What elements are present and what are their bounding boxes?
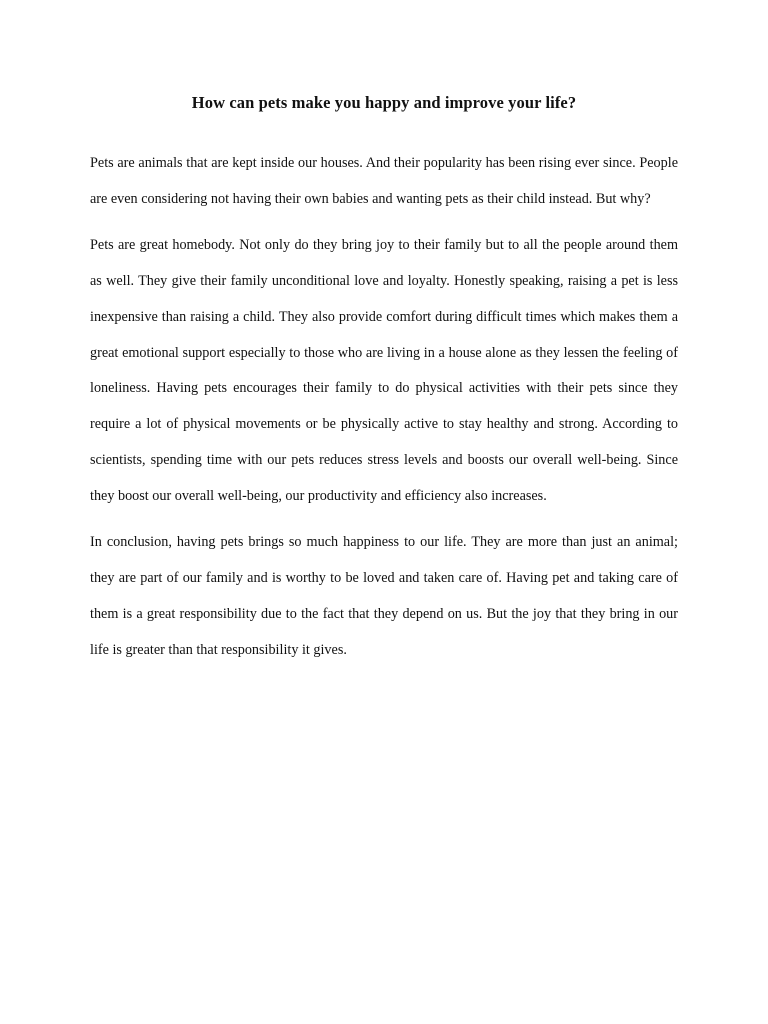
document-title: How can pets make you happy and improve your life? <box>191 93 577 112</box>
paragraph-body: Pets are great homebody. Not only do they bring joy to their family but to all the people around them as well. They give their family unconditional love and loyalty. Honestly speaking, raising a pet is less inexpensive than raising a child. They also provide comfort during difficult times which makes them a great emotional support especially to those who are living in a house alone as they lessen the feeling of loneliness. Having pets encourages their family to do physical activities with their pets since they require a lot of physical movements or be physically active to stay healthy and strong. According to scientists, spending time with our pets reduces stress levels and boosts our overall well-being. Since they boost our overall well-being, our productivity and efficiency also increases. <box>90 236 678 505</box>
paragraph-introduction: Pets are animals that are kept inside our houses. And their popularity has been rising ever since. People are even considering not having their own babies and wanting pets as their child instead. But why? <box>90 155 678 207</box>
paragraph-conclusion: In conclusion, having pets brings so much happiness to our life. They are more than just an animal; they are part of our family and is worthy to be loved and taken care of. Having pet and taking care of them is a great responsibility due to the fact that they depend on us. But the joy that they bring in our life is greater than that responsibility it gives. <box>90 534 678 658</box>
